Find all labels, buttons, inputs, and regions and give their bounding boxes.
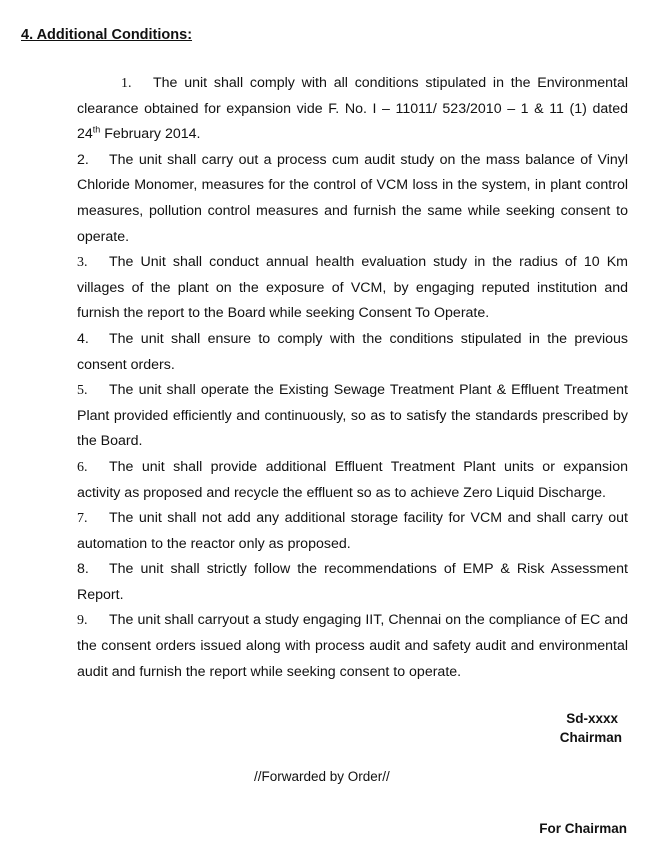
condition-item	[77, 378, 628, 455]
condition-number: 8.	[77, 561, 89, 578]
condition-number: 3.	[77, 255, 88, 271]
condition-number: 4.	[77, 330, 89, 347]
condition-text: The unit shall comply with all conditions stipulated in the Environmental clearance obtained for expansion vide F. No. I – 11011/ 523/2010 – 1 & 11 (1) dated 24	[77, 75, 628, 143]
condition-item	[77, 148, 628, 250]
condition-text: The unit shall carryout a study engaging IIT, Chennai on the compliance of EC and the consent orders issued along with process audit and safety audit and environmental audit and furnish the report while seeking consent to operate.	[77, 612, 628, 680]
for-chairman-line: For Chairman	[539, 821, 627, 836]
condition-number: 7.	[77, 511, 88, 527]
condition-item	[77, 557, 628, 608]
condition-text: The Unit shall conduct annual health evaluation study in the radius of 10 Km villages of the plant on the exposure of VCM, by engaging reputed institution and furnish the report to the Board while seeking Consent To Operate.	[77, 254, 628, 322]
condition-number: 6.	[77, 459, 88, 475]
condition-text: The unit shall not add any additional storage facility for VCM and shall carry out automation to the reactor only as proposed.	[77, 510, 628, 552]
condition-item	[77, 71, 628, 148]
signature-title: Chairman	[559, 730, 622, 745]
condition-number: 5.	[77, 383, 88, 399]
condition-item	[77, 455, 628, 506]
condition-item	[77, 250, 628, 327]
condition-item	[77, 506, 628, 557]
forwarded-note: //Forwarded by Order//	[254, 769, 390, 784]
condition-text: The unit shall strictly follow the recommendations of EMP & Risk Assessment Report.	[77, 561, 628, 603]
condition-number: 9.	[77, 613, 88, 629]
condition-number: 1.	[121, 76, 132, 91]
condition-text: February 2014.	[100, 126, 201, 143]
signature-name: Sd-xxxx	[566, 711, 618, 726]
condition-text: The unit shall provide additional Effluent Treatment Plant units or expansion activity as proposed and recycle the effluent so as to achieve Zero Liquid Discharge.	[77, 458, 628, 501]
condition-text: The unit shall carry out a process cum audit study on the mass balance of Vinyl Chloride Monomer, measures for the control of VCM loss in the system, in plant control measures, pollution control measures and furnish the same while seeking consent to operate.	[77, 151, 628, 245]
condition-text: The unit shall operate the Existing Sewage Treatment Plant & Effluent Treatment Plant provided efficiently and continuously, so as to satisfy the standards prescribed by the Board.	[77, 382, 628, 450]
conditions-list	[77, 71, 628, 685]
condition-text: The unit shall ensure to comply with the conditions stipulated in the previous consent orders.	[77, 330, 628, 373]
condition-item	[77, 608, 628, 685]
section-heading: 4. Additional Conditions:	[21, 27, 193, 43]
ordinal-suffix: th	[92, 124, 101, 135]
condition-number: 2.	[77, 151, 89, 168]
condition-item	[77, 327, 628, 378]
